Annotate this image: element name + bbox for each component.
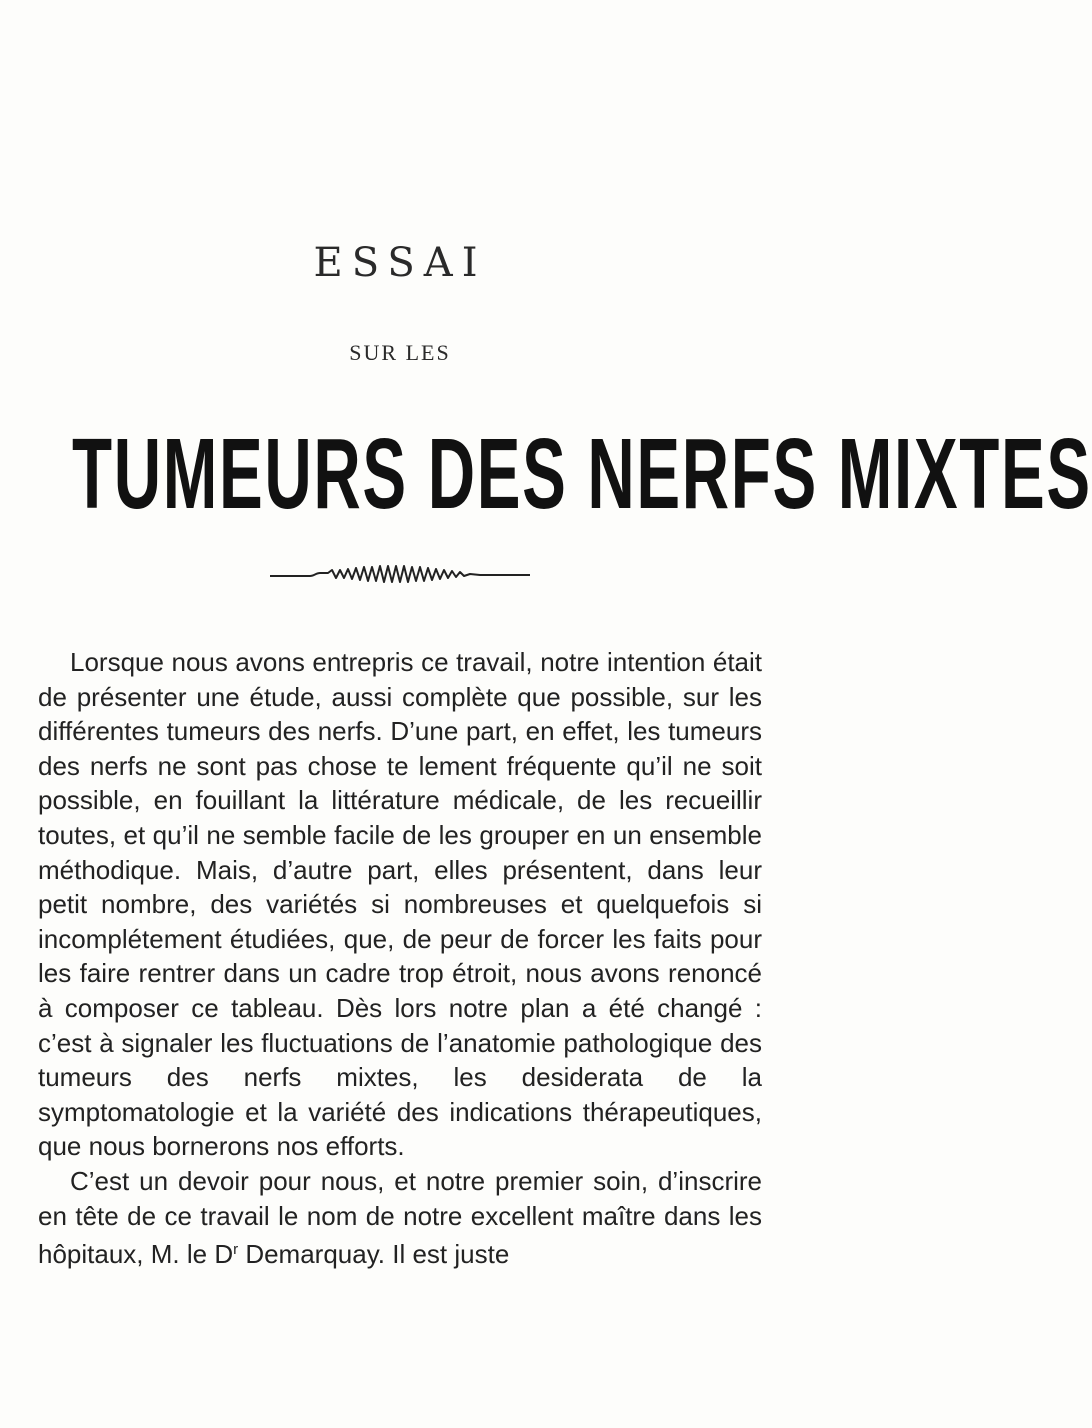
paragraph-2-superscript: r	[233, 1241, 239, 1259]
body-text	[38, 645, 762, 1272]
wavy-rule-ornament	[270, 560, 530, 590]
paragraph-2-start: C’est un devoir pour nous, et notre premier soin, d’inscrire en tête de ce travail le nom de notre excellent maître dans les hôpitaux, M. le D	[38, 1165, 762, 1270]
title-sur-les: SUR LES	[349, 340, 451, 365]
title-essai: ESSAI	[313, 240, 487, 286]
paragraph-1: Lorsque nous avons entrepris ce travail, notre intention était de présenter une étude, aussi complète que possible, sur les différentes tumeurs des nerfs. D’une part, en effet, les tumeurs des nerfs ne sont pas chose te lement fréquente qu’il ne soit possible, en fouillant la littérature médicale, de les recueillir toutes, et qu’il ne semble facile de les grouper en un ensemble méthodique. Mais, d’autre part, elles présentent, dans leur petit nombre, des variétés si nombreuses et quelquefois si incomplétement étudiées, que, de peur de forcer les faits pour les faire rentrer dans un cadre trop étroit, nous avons renoncé à composer ce tableau. Dès lors notre plan a été changé : c’est à signaler les fluctuations de l’anatomie pathologique des tumeurs des nerfs mixtes, les desiderata de la symptomatologie et la variété des indications thérapeutiques, que nous bornerons nos efforts.	[38, 647, 762, 1162]
paragraph-2	[38, 1164, 762, 1272]
title-main: TUMEURS DES NERFS MIXTES	[72, 417, 1092, 529]
paragraph-2-end: Demarquay. Il est juste	[238, 1239, 510, 1270]
